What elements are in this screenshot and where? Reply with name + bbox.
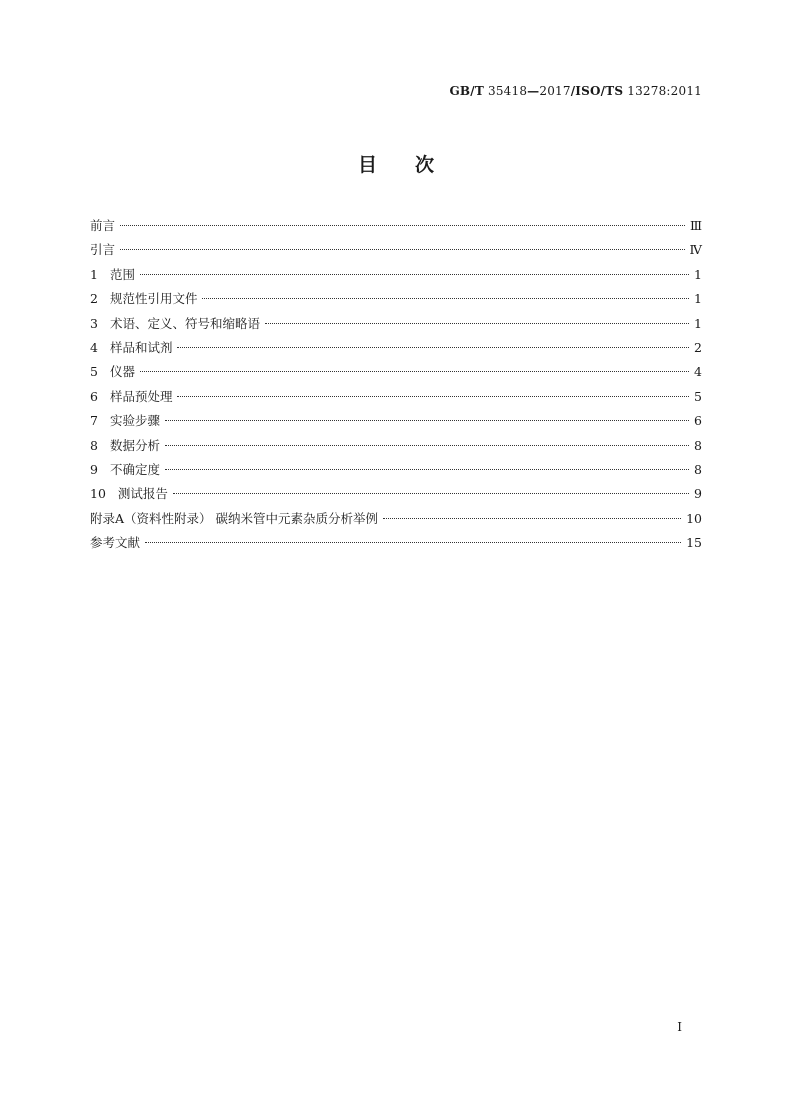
toc-entry-number: 6	[90, 388, 98, 404]
toc-entry-label	[90, 289, 197, 307]
toc-entry[interactable]	[90, 387, 702, 411]
toc-entry-text: 术语、定义、符号和缩略语	[109, 315, 260, 331]
toc-entry[interactable]	[90, 338, 702, 362]
toc-dot-leader	[177, 396, 689, 397]
iso-ts-code: /ISO/TS	[570, 84, 624, 98]
toc-entry-page: 15	[686, 535, 702, 551]
toc-dot-leader	[165, 469, 689, 470]
toc-dot-leader	[120, 249, 684, 250]
toc-dot-leader	[145, 542, 681, 543]
toc-dot-leader	[165, 445, 689, 446]
toc-dot-leader	[165, 420, 689, 421]
toc-entry[interactable]	[90, 362, 702, 386]
toc-dot-leader	[173, 493, 689, 494]
toc-entry-number: 5	[90, 364, 98, 380]
toc-entry-number: 10	[90, 486, 106, 502]
standard-code-prefix: GB/T	[449, 84, 484, 98]
toc-entry[interactable]	[90, 411, 702, 435]
toc-entry[interactable]	[90, 484, 702, 508]
toc-entry-text: 样品和试剂	[109, 339, 173, 355]
toc-entry-page: 1	[694, 291, 702, 307]
toc-entry-label	[90, 533, 140, 551]
toc-entry-label	[90, 314, 260, 332]
toc-entry-page: Ⅳ	[689, 242, 702, 258]
toc-entry-label	[90, 216, 115, 234]
standard-number-header	[449, 84, 702, 98]
toc-dot-leader	[202, 298, 689, 299]
toc-entry-page: 9	[694, 486, 702, 502]
toc-entry-number: 8	[90, 437, 98, 453]
toc-entry[interactable]	[90, 436, 702, 460]
toc-entry-number: 9	[90, 461, 98, 477]
toc-dot-leader	[177, 347, 689, 348]
toc-entry-page: Ⅲ	[689, 218, 702, 233]
toc-entry-page: 1	[694, 266, 702, 282]
toc-entry-label	[90, 411, 160, 429]
toc-entry-text: 参考文献	[90, 535, 141, 551]
toc-entry-number: 3	[90, 315, 98, 331]
toc-dot-leader	[265, 323, 689, 324]
toc-entry-page: 4	[694, 364, 702, 380]
toc-entry[interactable]	[90, 289, 702, 313]
toc-dot-leader	[383, 518, 681, 519]
standard-year: 2017	[539, 84, 571, 98]
toc-entry[interactable]	[90, 216, 702, 240]
toc-entry[interactable]	[90, 533, 702, 557]
toc-entry-number: 1	[90, 266, 98, 282]
toc-entry-label	[90, 362, 135, 380]
toc-entry[interactable]	[90, 240, 702, 264]
toc-entry-page: 8	[694, 461, 702, 477]
table-of-contents	[90, 216, 702, 557]
toc-entry[interactable]	[90, 314, 702, 338]
toc-dot-leader	[120, 225, 685, 226]
toc-entry-page: 5	[694, 388, 702, 404]
toc-entry-page: 10	[686, 510, 702, 526]
toc-entry-number: 2	[90, 291, 98, 307]
toc-dot-leader	[140, 371, 689, 372]
toc-entry-page: 8	[694, 437, 702, 453]
toc-entry-text: 测试报告	[117, 486, 168, 502]
toc-entry-text: 规范性引用文件	[109, 291, 198, 307]
page-title: 目次	[357, 154, 472, 176]
toc-entry-label	[90, 240, 115, 258]
toc-entry-text: 范围	[109, 266, 135, 282]
toc-entry-text: 引言	[90, 242, 116, 258]
toc-dot-leader	[140, 274, 689, 275]
toc-entry-text: 数据分析	[109, 437, 160, 453]
toc-entry-number: 4	[90, 339, 98, 355]
toc-entry-text: 样品预处理	[109, 388, 173, 404]
toc-entry-label	[90, 338, 172, 356]
toc-entry-number: 7	[90, 413, 98, 429]
toc-entry-label	[90, 460, 160, 478]
toc-entry-label	[90, 387, 172, 405]
page-number: I	[677, 1020, 682, 1034]
toc-entry-text: 仪器	[109, 364, 135, 380]
toc-entry-page: 2	[694, 339, 702, 355]
toc-entry[interactable]	[90, 265, 702, 289]
toc-entry-label	[90, 265, 135, 283]
standard-dash: —	[527, 84, 540, 98]
toc-entry-text: 附录A（资料性附录） 碳纳米管中元素杂质分析举例	[90, 510, 379, 526]
iso-ts-number: 13278:2011	[627, 84, 702, 98]
toc-entry-label	[90, 436, 160, 454]
toc-entry-page: 6	[694, 413, 702, 429]
toc-entry-text: 实验步骤	[109, 413, 160, 429]
toc-entry-page: 1	[694, 315, 702, 331]
toc-entry-text: 前言	[90, 218, 116, 233]
toc-entry[interactable]	[90, 460, 702, 484]
toc-entry[interactable]	[90, 509, 702, 533]
toc-entry-label	[90, 484, 168, 502]
toc-entry-label	[90, 509, 378, 527]
standard-number: 35418	[487, 84, 528, 98]
toc-entry-text: 不确定度	[109, 461, 160, 477]
